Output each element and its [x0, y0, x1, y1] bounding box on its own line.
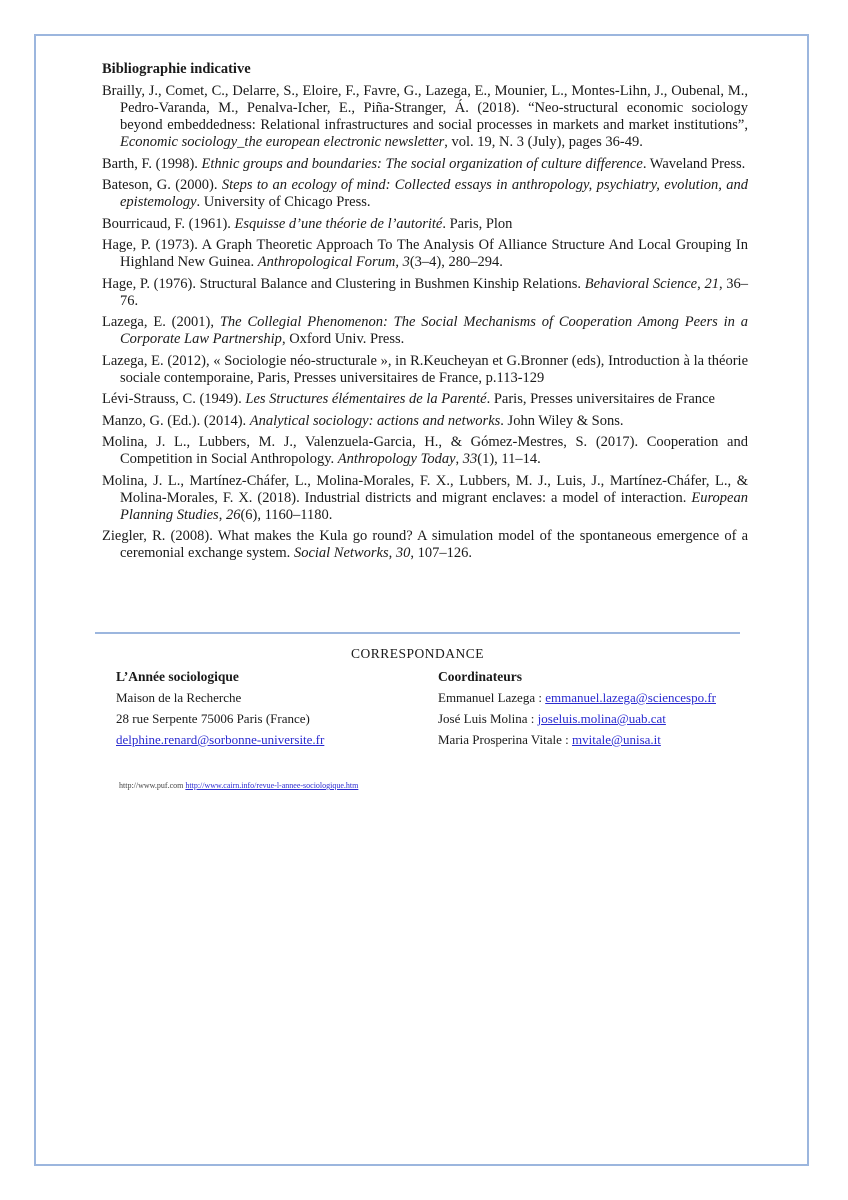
reference-entry — [102, 353, 748, 387]
coordinator-line — [438, 729, 716, 750]
reference-text-segment: Molina, J. L., Martínez-Cháfer, L., Molina-Morales, F. X., Lubbers, M. J., Luis, J., Martínez-Cháfer, L., & Molina-Morales, F. X. (2018). Industrial districts and migrant enclaves: a model of interaction. — [102, 472, 748, 506]
reference-text-segment: , — [455, 451, 463, 467]
reference-entry — [102, 276, 748, 310]
reference-text-segment: . John Wiley & Sons. — [500, 412, 624, 429]
reference-text-segment: Manzo, G. (Ed.). (2014). — [102, 412, 250, 429]
coordinator-line — [438, 708, 716, 729]
footer-link[interactable]: http://www.cairn.info/revue-l-annee-sociologique.htm — [185, 781, 359, 790]
reference-italic-segment: European Planning Studies — [120, 489, 748, 523]
reference-text-segment: Hage, P. (1976). Structural Balance and Clustering in Bushmen Kinship Relations. — [102, 275, 585, 292]
reference-text-segment: Brailly, J., Comet, C., Delarre, S., Eloire, F., Favre, G., Lazega, E., Mounier, L., Montes-Lihn, J., Oubenal, M., Pedro-Varanda, M., Penalva-Icher, E., Piña-Stranger, Á. (2018). “Neo-structural economic sociology beyond embeddedness: Relational infrastructures and social processes in markets and market institutions”, — [102, 83, 748, 133]
reference-text-segment: (6), 1160–1180. — [240, 506, 333, 523]
coordinators-contact — [438, 666, 716, 750]
reference-italic-segment: 26 — [225, 506, 241, 523]
reference-entry — [102, 314, 748, 348]
reference-text-segment: , — [395, 254, 403, 270]
reference-italic-segment: Ethnic groups and boundaries: The social organization of culture difference — [201, 155, 643, 172]
reference-italic-segment: 3 — [402, 254, 410, 270]
reference-italic-segment: The Collegial Phenomenon: The Social Mechanisms of Cooperation Among Peers in a Corporate Law Partnership — [120, 314, 748, 347]
reference-text-segment: Lazega, E. (2001), — [102, 314, 220, 330]
reference-entry — [102, 413, 748, 430]
footer-text: http://www.puf.com — [119, 781, 186, 790]
reference-entry — [102, 528, 748, 562]
reference-text-segment: Bourricaud, F. (1961). — [102, 215, 235, 232]
address-line: Maison de la Recherche — [116, 690, 242, 705]
reference-text-segment: , — [388, 545, 396, 561]
bibliography-section — [102, 60, 748, 567]
reference-italic-segment: 33 — [462, 451, 478, 467]
reference-italic-segment: Steps to an ecology of mind: Collected essays in anthropology, psychiatry, evolution, and epistemology — [120, 177, 749, 210]
reference-text-segment: Barth, F. (1998). — [102, 155, 202, 172]
reference-text-segment: (3–4), 280–294. — [409, 254, 503, 270]
reference-italic-segment: Anthropological Forum — [257, 254, 396, 270]
reference-entry — [102, 177, 748, 211]
reference-text-segment: , Oxford Univ. Press. — [281, 331, 405, 347]
coordinator-name: José Luis Molina : — [438, 711, 538, 726]
journal-contact — [116, 666, 324, 750]
reference-entry — [102, 391, 748, 408]
reference-italic-segment: Anthropology Today — [337, 451, 456, 467]
reference-italic-segment: Analytical sociology: actions and networks — [249, 412, 501, 429]
reference-entry — [102, 156, 748, 173]
reference-entry — [102, 473, 748, 524]
coordinator-email-link[interactable]: mvitale@unisa.it — [572, 732, 661, 747]
reference-text-segment: (1), 11–14. — [477, 451, 541, 467]
reference-italic-segment: 30 — [395, 545, 411, 561]
bibliography-title: Bibliographie indicative — [102, 61, 251, 77]
address-line: 28 rue Serpente 75006 Paris (France) — [116, 711, 310, 726]
reference-text-segment: . Paris, Plon — [442, 215, 513, 232]
coordinator-name: Maria Prosperina Vitale : — [438, 732, 572, 747]
reference-text-segment: , — [697, 275, 705, 292]
reference-italic-segment: Les Structures élémentaires de la Parenté — [245, 391, 487, 407]
reference-text-segment: , 107–126. — [410, 545, 472, 561]
reference-text-segment: Ziegler, R. (2008). What makes the Kula go round? A simulation model of the spontaneous emergence of a ceremonial exchange system. — [102, 528, 748, 561]
reference-italic-segment: Behavioral Science — [584, 275, 698, 292]
correspondance-title: CORRESPONDANCE — [350, 646, 485, 661]
reference-text-segment: , vol. 19, N. 3 (July), pages 36-49. — [444, 134, 643, 150]
coordinator-name: Emmanuel Lazega : — [438, 690, 546, 705]
reference-text-segment: . Paris, Presses universitaires de France — [486, 391, 715, 407]
reference-text-segment: Lévi-Strauss, C. (1949). — [102, 391, 246, 407]
reference-entry — [102, 434, 748, 468]
reference-italic-segment: Social Networks — [293, 545, 389, 561]
reference-entry — [102, 83, 748, 151]
reference-text-segment: , — [218, 506, 226, 523]
reference-text-segment: Hage, P. (1973). A Graph Theoretic Approach To The Analysis Of Alliance Structure And Local Grouping In Highland New Guinea. — [102, 237, 748, 270]
reference-entry — [102, 216, 748, 233]
reference-text-segment: Bateson, G. (2000). — [102, 177, 222, 193]
reference-text-segment: . Waveland Press. — [642, 155, 746, 172]
coordinator-email-link[interactable]: joseluis.molina@uab.cat — [537, 711, 666, 726]
reference-list — [102, 83, 748, 562]
reference-italic-segment: Esquisse d’une théorie de l’autorité — [234, 215, 443, 232]
reference-text-segment: . University of Chicago Press. — [196, 194, 371, 210]
reference-text-segment: Molina, J. L., Lubbers, M. J., Valenzuela-Garcia, H., & Gómez-Mestres, S. (2017). Cooperation and Competition in Social Anthropology. — [102, 434, 748, 467]
reference-text-segment: Lazega, E. (2012), « Sociologie néo-structurale », in R.Keucheyan et G.Bronner (eds), Introduction à la théorie sociale contemporaine, Paris, Presses universitaires de France, p.113-129 — [102, 352, 748, 386]
coordinators-heading: Coordinateurs — [438, 669, 522, 684]
journal-email-link[interactable]: delphine.renard@sorbonne-universite.fr — [116, 732, 325, 747]
journal-heading: L’Année sociologique — [116, 669, 239, 684]
reference-entry — [102, 237, 748, 271]
reference-italic-segment: Economic sociology_the european electronic newsletter — [120, 134, 445, 150]
footer — [119, 781, 358, 790]
reference-italic-segment: 21 — [704, 275, 719, 292]
coordinator-line — [438, 687, 716, 708]
section-divider — [95, 632, 740, 634]
reference-text-segment: , 36–76. — [120, 275, 748, 309]
coordinator-email-link[interactable]: emmanuel.lazega@sciencespo.fr — [545, 690, 716, 705]
